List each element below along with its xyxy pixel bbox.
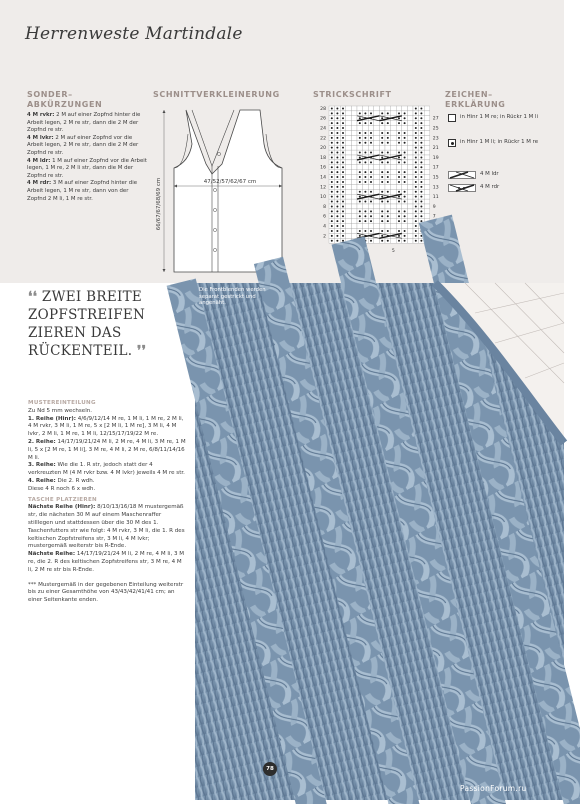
quote-close-icon: ❜❜ bbox=[136, 343, 147, 359]
legend-item-4mldr bbox=[448, 171, 558, 181]
chart-row-number: 7 bbox=[432, 214, 436, 220]
chart-row-number: 9 bbox=[432, 204, 436, 210]
row-text: 14/17/19/21/24 M li, 2 M re, 4 M li, 3 M re, die 2. R des keltischen Zopfstreifens str, 3 M re, 4 M li, 2 M re str bis R-Ende. bbox=[28, 551, 185, 573]
chart-row-number: 2 bbox=[323, 234, 326, 240]
pattern-repeat: Diese 4 R noch 6 x wdh. bbox=[28, 485, 96, 492]
abbreviation-text: 2 M auf einer Zopfnd vor die Arbeit legen, 2 M re str, dann die 2 M der Zopfnd re str. bbox=[27, 134, 139, 156]
abbreviation-list bbox=[27, 112, 147, 203]
empty-square-icon bbox=[448, 114, 456, 122]
chart-row-number: 25 bbox=[432, 126, 439, 132]
abbreviation-term: 4 M rvkr: bbox=[27, 112, 55, 118]
chart-row-number: 21 bbox=[432, 146, 439, 152]
row-label: 3. Reihe: bbox=[28, 462, 56, 469]
photo-caption: Die Frontblenden werden separat gestrickt und angenäht. bbox=[199, 287, 266, 307]
chart-column-number: 5 bbox=[391, 249, 395, 255]
footnote: *** Mustergemäß in der gegebenen Einteilung weiterstr bis zu einer Gesamthöhe von 43/43/42/41/41 cm; an einer Seitenkante enden. bbox=[28, 581, 184, 604]
vest-schematic bbox=[148, 104, 294, 276]
abbreviation-text: 2 M auf einer Zopfnd hinter die Arbeit legen, 2 M re str, dann die 2 M der Zopfnd re str. bbox=[27, 112, 141, 134]
row-label: 1. Reihe (Hinr): bbox=[28, 415, 76, 422]
cross-4-rdr-icon bbox=[448, 184, 476, 192]
cross-4-ldr-icon bbox=[448, 171, 476, 179]
knitting-chart bbox=[307, 102, 437, 254]
chart-row-number: 8 bbox=[323, 204, 326, 210]
page-title: Herrenweste Martindale bbox=[25, 24, 243, 44]
chart-row-number: 18 bbox=[320, 155, 326, 161]
row-text: 8/10/13/16/18 M mustergemäß str, die nächsten 30 M auf einem Maschenraffer stilllegen und stattdessen über die 30 M des 1. Taschenfutters str wie folgt: 4 M rvkr, 3 M li, die 1. R des keltischen Zopfstreifens str, 3 M li, 4 M lvkr; mustergemäß weiterstr bis R-Ende. bbox=[28, 504, 185, 550]
arrow-down-icon bbox=[163, 269, 166, 272]
abbreviation-term: 4 M ldr: bbox=[27, 157, 51, 164]
abbreviation-term: 4 M rdr: bbox=[27, 180, 52, 187]
chart-row-number: 13 bbox=[432, 185, 439, 191]
row-text: 14/17/19/21/24 M li, 2 M re, 4 M li, 3 M re, 1 M li, 5 x [2 M re, 1 M li], 3 M re, 4 M li, 2 M re, 6/8/11/14/16 M li. bbox=[28, 438, 186, 461]
chart-row-number: 16 bbox=[320, 165, 326, 171]
dot-square-icon bbox=[448, 139, 456, 147]
chart-row-number: 6 bbox=[323, 214, 326, 220]
abbreviation-item bbox=[27, 135, 147, 158]
vest-photo bbox=[195, 283, 564, 800]
pattern-row bbox=[28, 478, 186, 486]
abbreviations-heading-line1: SONDER– bbox=[27, 90, 73, 99]
instructions-column bbox=[28, 400, 186, 605]
chart-row-number: 12 bbox=[320, 185, 326, 191]
legend-item-knit bbox=[448, 114, 558, 132]
abbreviation-text: 3 M auf einer Zopfnd hinter die Arbeit legen, 1 M re str, dann von der Zopfnd 2 M li, 1 M re str. bbox=[27, 180, 138, 202]
chart-row-number: 23 bbox=[432, 136, 439, 142]
row-label: 4. Reihe: bbox=[28, 477, 56, 484]
row-label: Nächste Reihe (Hinr): bbox=[28, 504, 96, 511]
width-label: 47/52/57/62/67 cm bbox=[203, 179, 257, 185]
abbreviations-heading bbox=[27, 90, 102, 110]
chart-heading: STRICKSCHRIFT bbox=[313, 90, 392, 99]
pocket-row bbox=[28, 504, 186, 551]
pattern-row bbox=[28, 439, 186, 462]
chart-row-number: 4 bbox=[323, 224, 326, 230]
watermark-text: PassionForum.ru bbox=[460, 784, 527, 793]
pattern-heading: MUSTEREINTEILUNG bbox=[28, 400, 96, 406]
chart-row-number: 17 bbox=[432, 165, 439, 171]
chart-left-numbers bbox=[320, 106, 326, 239]
quote-text: ZWEI BREITE ZOPFSTREIFEN ZIEREN DAS RÜCKENTEIL. bbox=[28, 289, 146, 359]
chart-row-number: 19 bbox=[432, 155, 439, 161]
chart-row-number: 28 bbox=[320, 106, 326, 112]
legend-heading bbox=[445, 90, 505, 110]
knit-texture-image bbox=[195, 283, 564, 800]
row-text: Wie die 1. R str, jedoch statt der 4 verkreuzten M (4 M rvkr bzw. 4 M lvkr) jeweils 4 M re str. bbox=[28, 462, 185, 477]
legend-text: in Hinr 1 M li; in Rückr 1 M re bbox=[460, 139, 539, 145]
pattern-row bbox=[28, 462, 186, 478]
pattern-intro: Zu Nd 5 mm wechseln. bbox=[28, 407, 93, 414]
legend-text: in Hinr 1 M re; in Rückr 1 M li bbox=[460, 114, 539, 120]
abbreviation-item bbox=[27, 158, 147, 181]
row-label: Nächste Reihe: bbox=[28, 551, 76, 558]
abbreviation-text: 1 M auf einer Zopfnd vor die Arbeit legen, 1 M re, 2 M li str, dann die M der Zopfnd re str. bbox=[27, 157, 147, 179]
abbreviations-heading-line2: ABKÜRZUNGEN bbox=[27, 100, 103, 109]
legend-heading-line1: ZEICHEN– bbox=[445, 90, 493, 99]
legend-text: 4 M rdr bbox=[480, 184, 500, 190]
chart-row-number: 26 bbox=[320, 116, 326, 122]
chart-row-number: 11 bbox=[432, 195, 439, 201]
chart-row-number: 10 bbox=[320, 195, 326, 201]
row-text: 4/6/9/12/14 M re, 1 M li, 1 M re, 2 M li, 4 M rvkr, 3 M li, 1 M re, 5 x [2 M li, 1 M re], 3 M li, 4 M lvkr, 2 M li, 1 M re, 1 M li, 12/15/17/19/22 M re. bbox=[28, 415, 184, 438]
chart-row-number: 27 bbox=[432, 116, 439, 122]
schematic-heading: SCHNITTVERKLEINERUNG bbox=[153, 90, 280, 99]
page-number: 78 bbox=[263, 762, 277, 776]
row-label: 2. Reihe: bbox=[28, 438, 56, 445]
chart-row-number: 22 bbox=[320, 136, 326, 142]
chart-grid bbox=[329, 106, 430, 243]
chart-row-number: 24 bbox=[320, 126, 326, 132]
legend-heading-line2: ERKLÄRUNG bbox=[445, 100, 506, 109]
height-label: 66/67/67/68/69 cm bbox=[156, 177, 162, 231]
quote-open-icon: ❛❛ bbox=[28, 289, 38, 305]
abbreviation-term: 4 M lvkr: bbox=[27, 134, 54, 141]
abbreviation-item bbox=[27, 180, 147, 203]
pocket-heading: TASCHE PLATZIEREN bbox=[28, 496, 97, 503]
legend-item-purl bbox=[448, 139, 558, 157]
row-text: Die 2. R wdh. bbox=[57, 477, 95, 484]
pocket-row bbox=[28, 551, 186, 574]
abbreviation-item bbox=[27, 112, 147, 135]
chart-row-number: 20 bbox=[320, 146, 326, 152]
chart-row-number: 15 bbox=[432, 175, 439, 181]
legend-item-4mrdr bbox=[448, 184, 558, 194]
pattern-row bbox=[28, 416, 186, 439]
button-icon bbox=[217, 152, 220, 155]
legend-text: 4 M ldr bbox=[480, 171, 499, 177]
chart-row-number: 14 bbox=[320, 175, 326, 181]
arrow-up-icon bbox=[163, 110, 166, 113]
